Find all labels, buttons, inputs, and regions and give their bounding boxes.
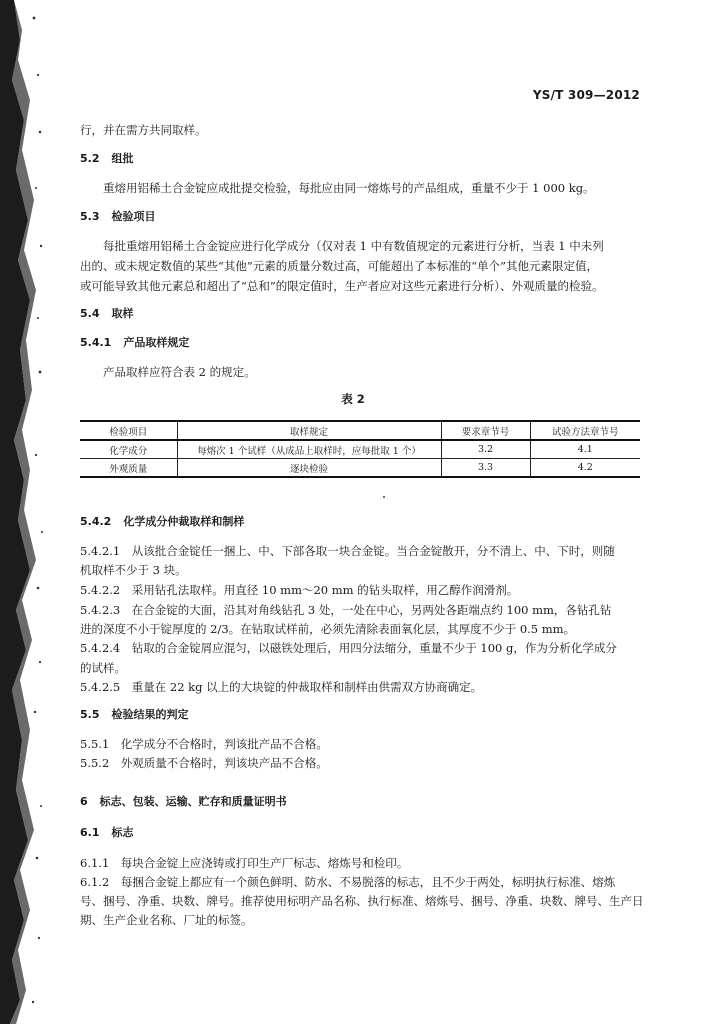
section-number: 5.4.1	[80, 336, 112, 349]
section-title: 标志、包装、运输、贮存和质量证明书	[99, 795, 287, 808]
section-title: 化学成分仲裁取样和制样	[123, 515, 245, 528]
text-line: 出的、或未规定数值的某些“其他”元素的质量分数过高，可能超出了本标准的“单个”其他元素限定值，	[80, 259, 599, 273]
text-line: 5.5.1 化学成分不合格时，判该批产品不合格。	[80, 737, 328, 751]
table-row	[80, 440, 640, 459]
text-line: 6.1.1 每块合金锭上应浇铸或打印生产厂标志、熔炼号和检印。	[80, 856, 409, 870]
table-cell: 3.2	[441, 440, 530, 459]
section-heading-6-1	[80, 826, 134, 840]
section-number: 5.3	[80, 210, 100, 223]
text-line: 5.4.2.1 从该批合金锭任一捆上、中、下部各取一块合金锭。当合金锭散开，分不清上、中、下时，则随	[80, 544, 615, 558]
section-heading-5-3	[80, 210, 156, 224]
section-title: 产品取样规定	[123, 336, 190, 349]
text-line: 号、捆号、净重、块数、牌号。推荐使用标明产品名称、执行标准、熔炼号、捆号、净重、块数、牌号、生产日	[80, 894, 644, 908]
table-header-cell: 要求章节号	[441, 421, 530, 440]
section-heading-5-5	[80, 708, 189, 722]
scan-speck	[383, 496, 385, 498]
text-line: 5.4.2.3 在合金锭的大面，沿其对角线钻孔 3 处，一处在中心，另两处各距端点约 100 mm，各钻孔钻	[80, 603, 612, 617]
section-heading-6	[80, 795, 287, 809]
text-line: 5.4.2.4 钻取的合金锭屑应混匀，以磁铁处理后，用四分法缩分，重量不少于 100 g，作为分析化学成分	[80, 641, 617, 655]
section-number: 6.1	[80, 826, 100, 839]
section-heading-5-4-1	[80, 336, 189, 350]
table-cell: 外观质量	[80, 459, 177, 478]
table-header-cell: 试验方法章节号	[530, 421, 640, 440]
table-header-cell: 检验项目	[80, 421, 177, 440]
text-line: 期、生产企业名称、厂址的标签。	[80, 913, 253, 927]
section-title: 检验项目	[111, 210, 156, 223]
table-cell: 每熔次 1 个试样（从成品上取样时，应每批取 1 个）	[177, 440, 441, 459]
table-cell: 化学成分	[80, 440, 177, 459]
sampling-table	[80, 420, 640, 478]
section-number: 5.4.2	[80, 515, 112, 528]
table-caption: 表 2	[341, 392, 365, 406]
scan-edge-shadow	[0, 0, 46, 1024]
text-line: 产品取样应符合表 2 的规定。	[103, 365, 256, 379]
text-line: 行，并在需方共同取样。	[80, 123, 207, 137]
text-line: 的试样。	[80, 661, 126, 675]
section-title: 标志	[111, 826, 134, 839]
section-title: 检验结果的判定	[111, 708, 189, 721]
section-heading-5-2	[80, 152, 134, 166]
text-line: 6.1.2 每捆合金锭上都应有一个颜色鲜明、防水、不易脱落的标志，且不少于两处，标明执行标准、熔炼	[80, 875, 616, 889]
text-line: 5.4.2.5 重量在 22 kg 以上的大块锭的仲裁取样和制样由供需双方协商确定。	[80, 680, 483, 694]
section-number: 6	[80, 795, 88, 808]
section-title: 组批	[111, 152, 134, 165]
text-line: 进的深度不小于锭厚度的 2/3。在钻取试样前，必须先清除表面氧化层，其厚度不少于 0.5 mm。	[80, 622, 576, 636]
text-line: 5.5.2 外观质量不合格时，判该块产品不合格。	[80, 756, 328, 770]
text-line: 5.4.2.2 采用钻孔法取样。用直径 10 mm～20 mm 的钻头取样，用乙醇作润滑剂。	[80, 583, 519, 597]
text-line: 或可能导致其他元素总和超出了“总和”的限定值时，生产者应对这些元素进行分析）、外观质量的检验。	[80, 279, 604, 293]
section-number: 5.4	[80, 307, 100, 320]
table-row	[80, 459, 640, 478]
table-cell: 逐块检验	[177, 459, 441, 478]
section-heading-5-4-2	[80, 515, 244, 529]
section-number: 5.5	[80, 708, 100, 721]
table-cell: 3.3	[441, 459, 530, 478]
text-line: 机取样不少于 3 块。	[80, 563, 187, 577]
section-title: 取样	[111, 307, 134, 320]
text-line: 每批重熔用铝稀土合金锭应进行化学成分（仅对表 1 中有数值规定的元素进行分析，当表 1 中未列	[103, 239, 604, 253]
standard-number: YS/T 309—2012	[532, 88, 640, 102]
section-heading-5-4	[80, 307, 134, 321]
table-header-cell: 取样规定	[177, 421, 441, 440]
table-cell: 4.1	[530, 440, 640, 459]
text-line: 重熔用铝稀土合金锭应成批提交检验，每批应由同一熔炼号的产品组成，重量不少于 1 000 kg。	[103, 181, 595, 195]
section-number: 5.2	[80, 152, 100, 165]
table-cell: 4.2	[530, 459, 640, 478]
table-header-row	[80, 421, 640, 440]
